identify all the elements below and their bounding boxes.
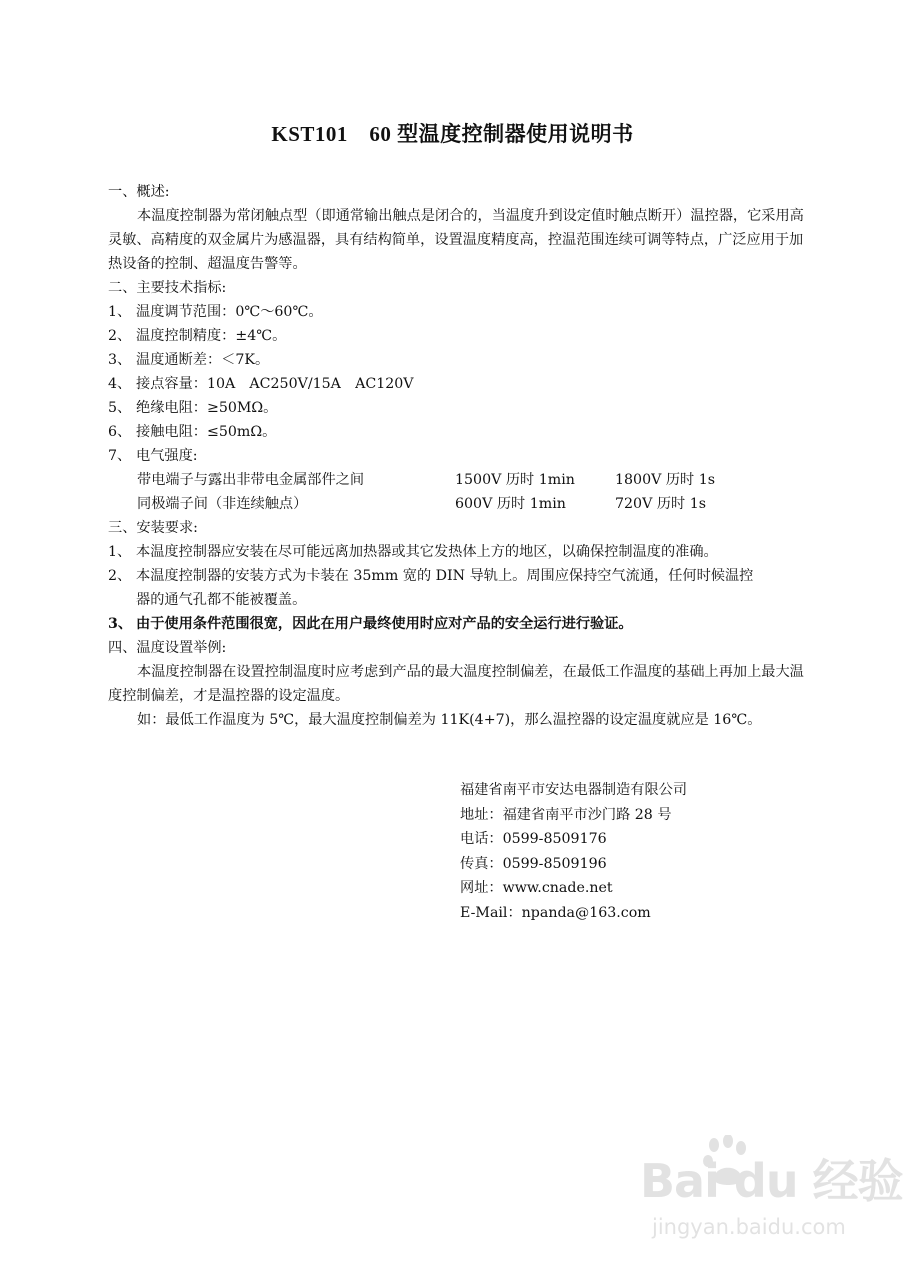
install-number: 2、	[108, 568, 132, 584]
spec-text: 接触电阻：≤50mΩ。	[136, 424, 277, 440]
spec-item	[108, 324, 808, 348]
spec-number: 6、	[108, 424, 132, 440]
spec-item	[108, 396, 808, 420]
company-name: 福建省南平市安达电器制造有限公司	[460, 782, 688, 798]
document-body	[108, 180, 808, 732]
spec-item	[108, 372, 808, 396]
strength-value-2: 720V 历时 1s	[615, 496, 707, 512]
spec-number: 5、	[108, 400, 132, 416]
install-number: 3、	[108, 616, 133, 632]
strength-value-1: 600V 历时 1min	[455, 496, 566, 512]
spec-item	[108, 444, 808, 468]
company-info	[460, 778, 687, 925]
section-1-paragraph: 本温度控制器为常闭触点型（即通常输出触点是闭合的，当温度升到设定值时触点断开）温控器，它采用高灵敏、高精度的双金属片为感温器，具有结构简单，设置温度精度高，控温范围连续可调等特点，广泛应用于加热设备的控制、超温度告警等。	[108, 208, 804, 272]
spec-number: 4、	[108, 376, 132, 392]
spec-item	[108, 420, 808, 444]
spec-item	[108, 300, 808, 324]
install-item	[108, 540, 808, 564]
install-text: 本温度控制器应安装在尽可能远离加热器或其它发热体上方的地区，以确保控制温度的准确。	[136, 544, 718, 560]
spec-number: 2、	[108, 328, 132, 344]
install-item	[108, 564, 808, 588]
spec-text: 绝缘电阻：≥50MΩ。	[136, 400, 278, 416]
spec-number: 1、	[108, 304, 132, 320]
company-website: 网址：www.cnade.net	[460, 880, 613, 896]
spec-text: 温度控制精度：±4℃。	[136, 328, 287, 344]
section-1-heading: 一、概述:	[108, 184, 170, 200]
strength-row	[108, 468, 808, 492]
spec-number: 3、	[108, 352, 132, 368]
spec-text: 接点容量：10A AC250V/15A AC120V	[136, 376, 414, 392]
company-email: E-Mail：npanda@163.com	[460, 904, 651, 921]
strength-value-2: 1800V 历时 1s	[615, 472, 716, 488]
watermark-logo: Bai du 经验	[640, 1154, 903, 1208]
strength-label: 同极端子间（非连续触点）	[137, 496, 308, 512]
install-number: 1、	[108, 544, 132, 560]
install-item-warning	[108, 612, 808, 636]
section-3-heading: 三、安装要求:	[108, 520, 198, 536]
spec-text: 温度通断差：＜7K。	[136, 352, 270, 368]
baidu-jingyan-watermark	[640, 1135, 903, 1275]
section-2-heading: 二、主要技术指标:	[108, 280, 227, 296]
watermark-url: jingyan.baidu.com	[652, 1215, 846, 1239]
spec-text: 温度调节范围：0℃～60℃。	[136, 304, 323, 320]
strength-row	[108, 492, 808, 516]
section-4-paragraph: 本温度控制器在设置控制温度时应考虑到产品的最大温度控制偏差，在最低工作温度的基础上再加上最大温度控制偏差，才是温控器的设定温度。	[108, 664, 804, 704]
section-4-example: 如：最低工作温度为 5℃，最大温度控制偏差为 11K(4+7)，那么温控器的设定温度就应是 16℃。	[137, 712, 762, 728]
company-address: 地址：福建省南平市沙门路 28 号	[460, 806, 672, 823]
spec-text: 电气强度:	[136, 448, 198, 464]
section-4-heading: 四、温度设置举例:	[108, 640, 227, 656]
install-item-continuation: 器的通气孔都不能被覆盖。	[136, 592, 307, 608]
strength-value-1: 1500V 历时 1min	[455, 472, 575, 488]
company-phone: 电话：0599-8509176	[460, 831, 607, 847]
spec-item	[108, 348, 808, 372]
spec-number: 7、	[108, 448, 132, 464]
document-title: KST101 60 型温度控制器使用说明书	[271, 122, 634, 146]
company-fax: 传真：0599-8509196	[460, 855, 607, 872]
strength-label: 带电端子与露出非带电金属部件之间	[137, 472, 365, 488]
install-text: 本温度控制器的安装方式为卡装在 35mm 宽的 DIN 导轨上。周围应保持空气流通，任何时候温控	[136, 568, 754, 584]
install-text: 由于使用条件范围很宽，因此在用户最终使用时应对产品的安全运行进行验证。	[136, 616, 633, 632]
